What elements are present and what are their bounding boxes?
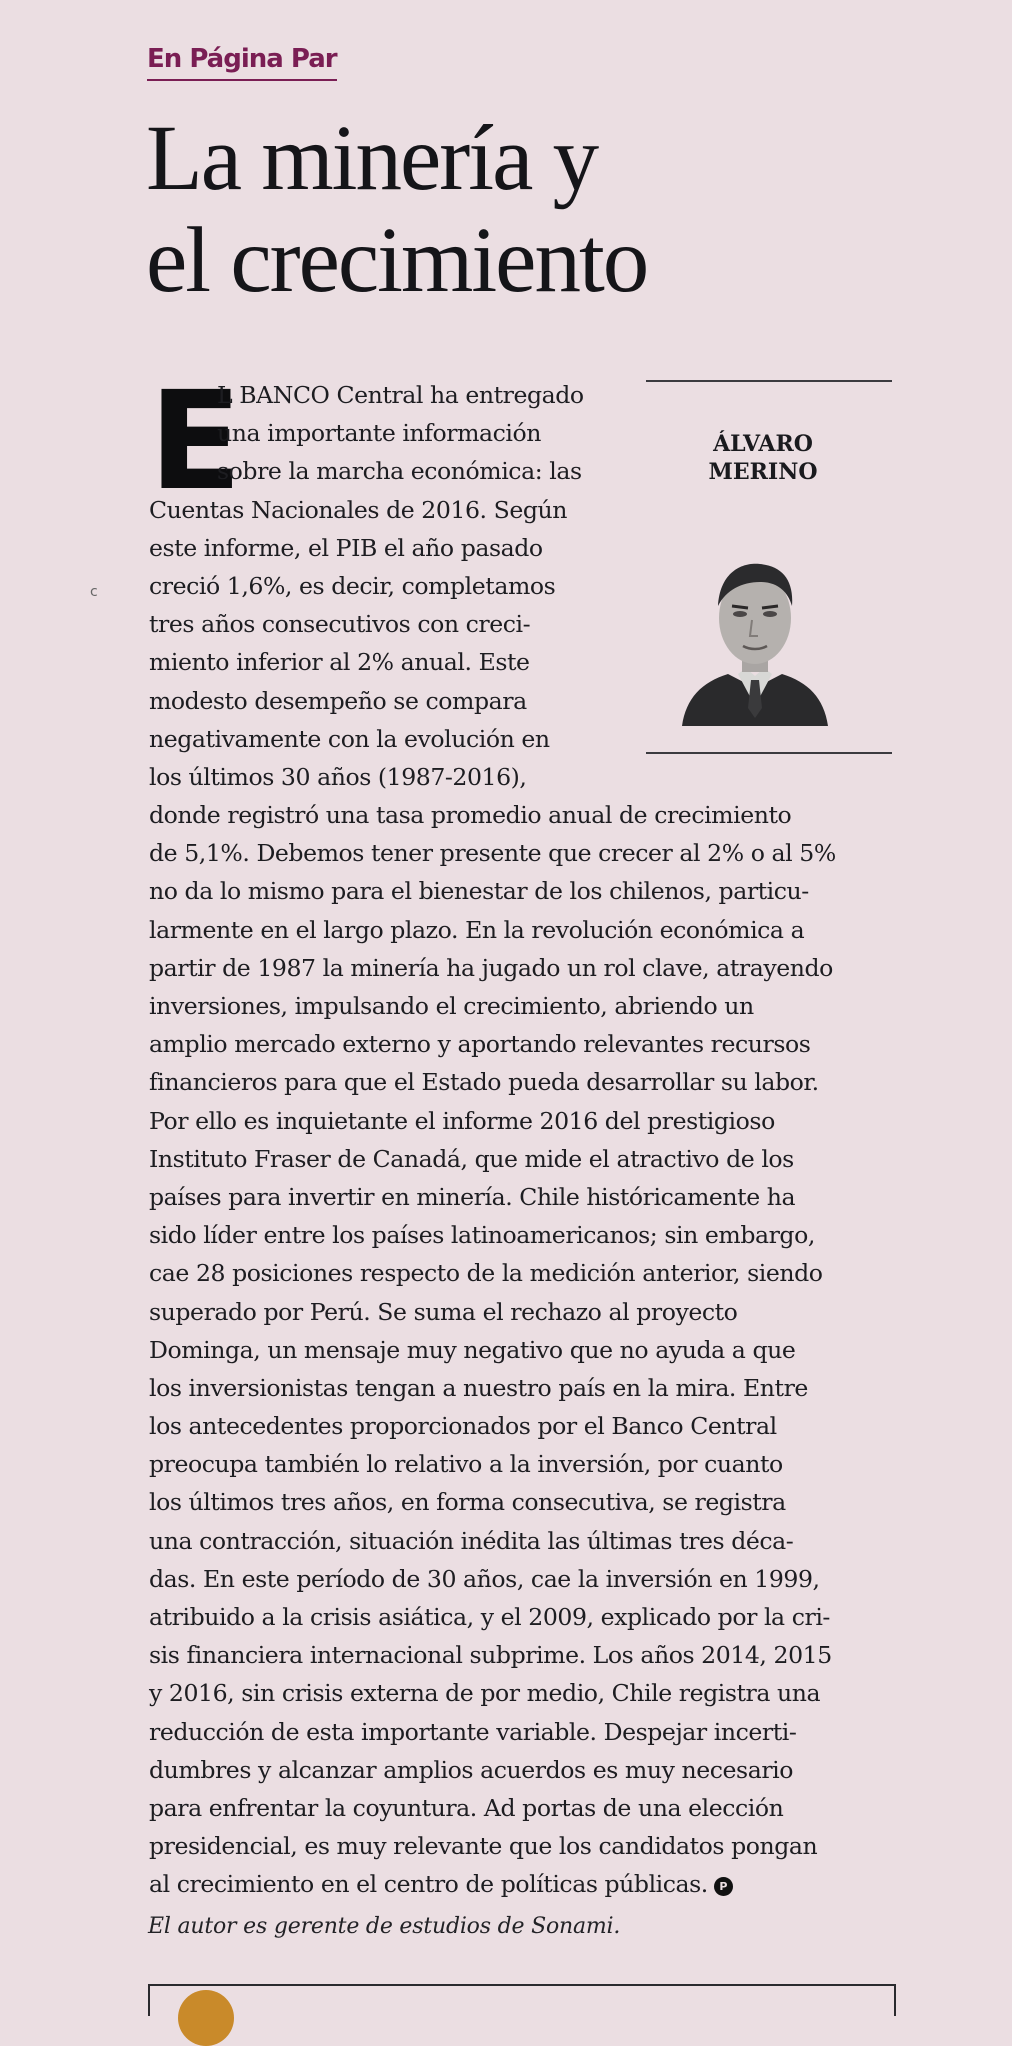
body-line: atribuido a la crisis asiática, y el 2009, explicado por la cri- <box>149 1603 830 1631</box>
body-line: presidencial, es muy relevante que los candidatos pongan <box>149 1832 818 1861</box>
body-line: tres años consecutivos con creci- <box>149 610 531 639</box>
body-line: inversiones, impulsando el crecimiento, abriendo un <box>149 992 754 1020</box>
body-line: L BANCO Central ha entregado <box>217 381 584 409</box>
section-label: En Página Par <box>147 44 337 81</box>
body-line: negativamente con la evolución en <box>149 724 550 753</box>
end-of-article-icon: P <box>714 1877 733 1896</box>
body-line: este informe, el PIB el año pasado <box>149 533 543 562</box>
author-note: El autor es gerente de estudios de Sonami. <box>148 1914 621 1939</box>
body-line: cae 28 posiciones respecto de la medición anterior, siendo <box>149 1259 823 1288</box>
body-line: una contracción, situación inédita las últimas tres déca- <box>149 1526 794 1555</box>
headline-line: La minería y <box>146 107 598 210</box>
body-line: larmente en el largo plazo. En la revolución económica a <box>149 915 805 944</box>
body-line: sido líder entre los países latinoamericanos; sin embargo, <box>149 1221 815 1250</box>
body-line-text: al crecimiento en el centro de políticas públicas. <box>149 1870 708 1899</box>
body-line: reducción de esta importante variable. Despejar incerti- <box>149 1717 797 1746</box>
headline-line: el crecimiento <box>146 209 648 312</box>
next-article-emblem-icon <box>178 1990 234 2046</box>
body-line: das. En este período de 30 años, cae la inversión en 1999, <box>149 1564 820 1593</box>
body-line: los últimos 30 años (1987-2016), <box>149 762 527 791</box>
drop-cap: E <box>149 363 242 521</box>
body-line: creció 1,6%, es decir, completamos <box>149 571 556 600</box>
author-last-name: MERINO <box>708 459 818 485</box>
body-line: Por ello es inquietante el informe 2016 del prestigioso <box>149 1106 775 1135</box>
body-line: dumbres y alcanzar amplios acuerdos es muy necesario <box>149 1755 793 1784</box>
body-line: los antecedentes proporcionados por el Banco Central <box>149 1412 777 1441</box>
body-line: y 2016, sin crisis externa de por medio, Chile registra una <box>149 1679 821 1708</box>
body-line: financieros para que el Estado pueda desarrollar su labor. <box>149 1068 819 1097</box>
author-first-name: ÁLVARO <box>713 431 813 457</box>
body-line: modesto desempeño se compara <box>149 686 527 715</box>
headline <box>146 108 966 312</box>
body-line: Instituto Fraser de Canadá, que mide el atractivo de los <box>149 1144 794 1173</box>
body-line: sis financiera internacional subprime. Los años 2014, 2015 <box>149 1641 832 1670</box>
body-line: países para invertir en minería. Chile históricamente ha <box>149 1182 796 1211</box>
body-line-last <box>149 1865 909 1903</box>
body-line: de 5,1%. Debemos tener presente que crecer al 2% o al 5% <box>149 839 836 868</box>
next-article-box <box>148 1984 896 2016</box>
body-line: Dominga, un mensaje muy negativo que no ayuda a que <box>149 1335 796 1364</box>
margin-mark: c <box>90 584 98 600</box>
body-line: los inversionistas tengan a nuestro país en la mira. Entre <box>149 1373 808 1402</box>
body-line: amplio mercado externo y aportando relevantes recursos <box>149 1030 811 1059</box>
body-line: donde registró una tasa promedio anual de crecimiento <box>149 801 792 830</box>
body-line: preocupa también lo relativo a la inversión, por cuanto <box>149 1450 783 1479</box>
body-line: superado por Perú. Se suma el rechazo al proyecto <box>149 1297 738 1326</box>
body-line: miento inferior al 2% anual. Este <box>149 648 530 677</box>
body-line: una importante información <box>217 419 542 448</box>
body-line: para enfrentar la coyuntura. Ad portas de una elección <box>149 1793 784 1822</box>
body-line: sobre la marcha económica: las <box>217 457 582 486</box>
body-line: los últimos tres años, en forma consecutiva, se registra <box>149 1488 786 1517</box>
body-line: no da lo mismo para el bienestar de los chilenos, particu- <box>149 877 809 906</box>
body-line: Cuentas Nacionales de 2016. Según <box>149 495 567 524</box>
body-line: partir de 1987 la minería ha jugado un rol clave, atrayendo <box>149 953 833 982</box>
article-body <box>149 363 909 1904</box>
